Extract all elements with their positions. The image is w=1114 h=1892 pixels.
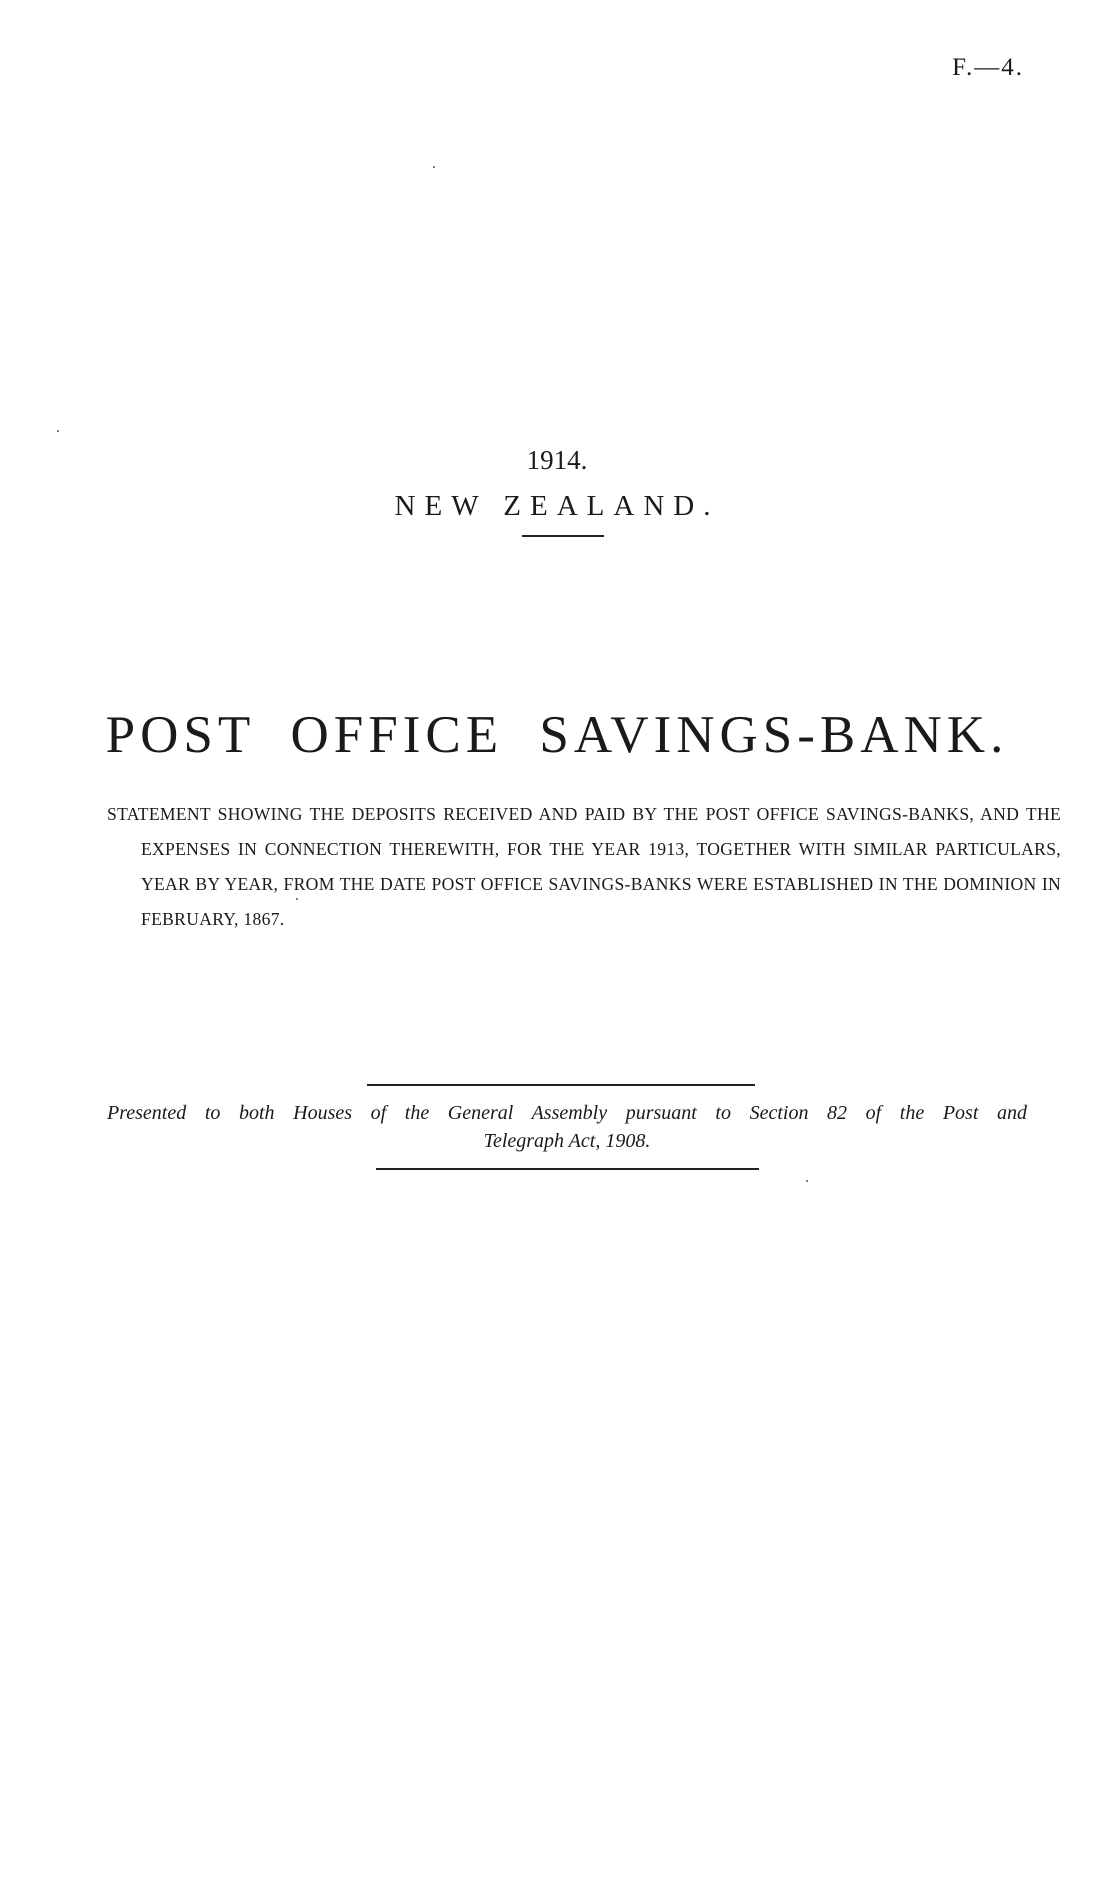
presentation-note-line-1: Presented to both Houses of the General Assembly pursuant to Section 82 of the Post and: [107, 1102, 1027, 1124]
paper-speck: [433, 166, 435, 168]
divider-rule: [522, 535, 604, 537]
paper-speck: [806, 1180, 808, 1182]
document-title: POST OFFICE SAVINGS-BANK.: [105, 706, 1009, 764]
document-year: 1914.: [526, 445, 588, 475]
statement-paragraph: STATEMENT SHOWING THE DEPOSITS RECEIVED AND PAID BY THE POST OFFICE SAVINGS-BANKS, AND THE EXPENSES IN CONNECTION THEREWITH, FOR THE YEAR 1913, TOGETHER WITH SIMILAR PARTICULARS, YEAR BY YEAR, FROM THE DATE POST OFFICE SAVINGS-BANKS WERE ESTABLISHED IN THE DOMINION IN FEBRUARY, 1867.: [107, 804, 1061, 929]
page-reference: F.—4.: [952, 54, 1024, 81]
presentation-note-line-2: Telegraph Act, 1908.: [483, 1130, 651, 1152]
paper-speck: [57, 430, 59, 432]
presentation-note: [107, 1099, 1027, 1155]
divider-rule: [367, 1084, 755, 1086]
paper-speck: [296, 898, 298, 900]
divider-rule: [376, 1168, 759, 1170]
country-heading: NEW ZEALAND.: [394, 490, 720, 522]
